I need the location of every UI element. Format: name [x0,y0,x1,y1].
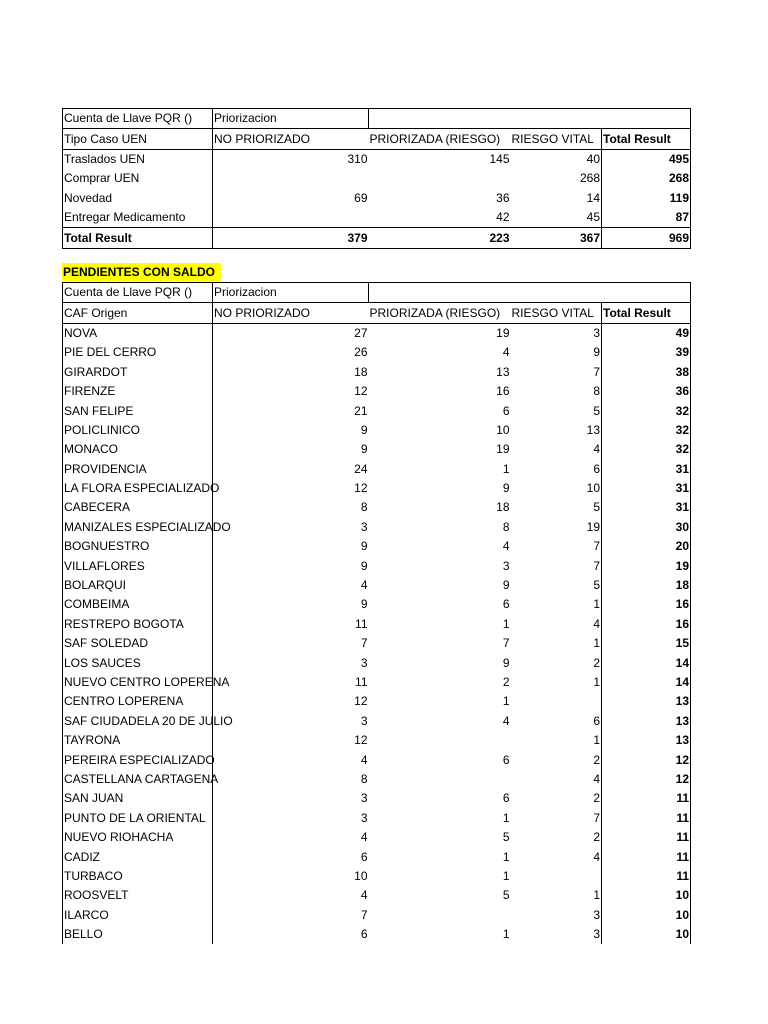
cell-total[interactable]: 32 [675,403,689,418]
cell-total[interactable]: 13 [675,733,689,748]
cell-riesgo-vital[interactable]: 7 [511,363,602,382]
cell-no-priorizado[interactable]: 4 [360,830,368,845]
cell-priorizada[interactable] [369,770,511,789]
summary-pivot-table [62,108,691,249]
cell-riesgo-vital[interactable]: 10 [511,479,602,498]
table-row [63,343,691,362]
cell-priorizada[interactable]: 10 [496,422,510,437]
pivot-header-row [63,109,691,129]
table-row [63,518,691,537]
row-field-label[interactable]: CAF Origen [63,303,213,323]
cell-no-priorizado[interactable]: 310 [347,151,368,166]
table-row [63,440,691,459]
column-field-label[interactable]: Priorizacion [213,109,369,129]
cell-riesgo-vital[interactable]: 1 [511,673,602,692]
table-row [63,886,691,905]
cell-row-label[interactable]: COMBEIMA [63,595,213,614]
table-row [63,208,691,228]
table-row [63,169,691,188]
table-row [63,828,691,847]
table-row [63,363,691,382]
table-row [63,673,691,692]
cell-total[interactable]: 13 [675,713,689,728]
cell-riesgo-vital[interactable]: 7 [511,556,602,575]
cell-row-label[interactable]: TURBACO [63,867,213,886]
cell-row-label[interactable]: POLICLINICO [63,421,213,440]
data-field-label[interactable]: Cuenta de Llave PQR () [63,283,213,303]
table-row [63,634,691,653]
cell-no-priorizado[interactable]: 9 [360,558,368,573]
cell-priorizada[interactable]: 6 [502,752,510,767]
grand-total-priorizada[interactable]: 223 [489,230,510,245]
cell-priorizada[interactable]: 9 [502,655,510,670]
cell-row-label[interactable]: Traslados UEN [63,149,213,169]
table-row [63,189,691,208]
cell-no-priorizado[interactable]: 24 [354,461,368,476]
cell-row-label[interactable]: NUEVO CENTRO LOPERENA [63,673,213,692]
cell-row-label[interactable]: MONACO [63,440,213,459]
cell-total[interactable]: 14 [675,655,689,670]
cell-no-priorizado[interactable]: 3 [360,791,368,806]
cell-riesgo-vital[interactable]: 45 [511,208,602,228]
table-row [63,537,691,556]
cell-no-priorizado[interactable]: 4 [360,752,368,767]
table-row [63,925,691,944]
cell-riesgo-vital[interactable]: 4 [511,847,602,866]
cell-no-priorizado[interactable]: 9 [360,442,368,457]
cell-riesgo-vital[interactable]: 6 [511,712,602,731]
table-row [63,712,691,731]
cell-riesgo-vital[interactable]: 7 [511,537,602,556]
cell-total[interactable]: 15 [675,636,689,651]
cell-row-label[interactable]: Novedad [63,189,213,208]
cell-no-priorizado[interactable]: 27 [354,325,368,340]
table-row [63,770,691,789]
cell-riesgo-vital[interactable]: 19 [511,518,602,537]
cell-total[interactable]: 268 [668,171,689,186]
cell-total[interactable]: 12 [675,771,689,786]
cell-riesgo-vital[interactable]: 1 [511,731,602,750]
cell-priorizada[interactable]: 7 [502,636,510,651]
table-row [63,479,691,498]
cell-row-label[interactable]: FIRENZE [63,382,213,401]
cell-row-label[interactable]: CABECERA [63,498,213,517]
cell-no-priorizado[interactable] [213,208,369,228]
cell-row-label[interactable]: SAF CIUDADELA 20 DE JULIO [63,712,213,731]
cell-priorizada[interactable]: 6 [502,597,510,612]
table-row [63,809,691,828]
cell-riesgo-vital[interactable]: 2 [511,750,602,769]
cell-row-label[interactable]: VILLAFLORES [63,556,213,575]
cell-riesgo-vital[interactable]: 13 [511,421,602,440]
grand-total-riesgo-vital[interactable]: 367 [511,228,602,248]
cell-no-priorizado[interactable]: 4 [360,888,368,903]
cell-riesgo-vital[interactable]: 2 [511,828,602,847]
cell-no-priorizado[interactable]: 7 [360,636,368,651]
cell-riesgo-vital[interactable]: 7 [511,809,602,828]
table-row [63,653,691,672]
cell-priorizada[interactable]: 13 [496,364,510,379]
cell-priorizada[interactable]: 42 [496,210,510,225]
table-row [63,789,691,808]
cell-riesgo-vital[interactable]: 3 [511,323,602,343]
col-header-no-priorizado[interactable]: NO PRIORIZADO [213,129,369,149]
cell-riesgo-vital[interactable]: 2 [511,789,602,808]
col-header-priorizada[interactable]: PRIORIZADA (RIESGO) [369,303,511,323]
cell-total[interactable]: 19 [675,558,689,573]
cell-priorizada[interactable]: 4 [502,345,510,360]
grand-total-no-priorizado[interactable]: 379 [347,230,368,245]
cell-total[interactable]: 13 [675,694,689,709]
cell-total[interactable]: 36 [675,384,689,399]
cell-no-priorizado[interactable]: 8 [360,500,368,515]
header-blank [369,109,691,129]
column-header-row [63,129,691,149]
cell-row-label[interactable]: RESTREPO BOGOTA [63,615,213,634]
cell-no-priorizado[interactable]: 18 [354,364,368,379]
cell-no-priorizado[interactable]: 3 [360,655,368,670]
cell-total[interactable]: 31 [675,481,689,496]
cell-priorizada[interactable] [369,906,511,925]
grand-total-total[interactable]: 969 [668,230,689,245]
cell-riesgo-vital[interactable] [511,867,602,886]
cell-total[interactable]: 11 [676,868,689,883]
col-header-no-priorizado[interactable]: NO PRIORIZADO [213,303,369,323]
cell-priorizada[interactable]: 1 [502,810,510,825]
cell-row-label[interactable]: PUNTO DE LA ORIENTAL [63,809,213,828]
cell-total[interactable]: 38 [675,364,689,379]
cell-total[interactable]: 119 [669,190,689,205]
cell-no-priorizado[interactable]: 69 [354,190,368,205]
cell-no-priorizado[interactable]: 12 [354,733,368,748]
cell-total[interactable]: 11 [676,810,689,825]
cell-row-label[interactable]: BOLARQUI [63,576,213,595]
cell-priorizada[interactable]: 6 [502,403,510,418]
cell-total[interactable]: 87 [675,210,689,225]
row-field-label[interactable]: Tipo Caso UEN [63,129,213,149]
caf-pivot-table [62,282,691,944]
table-row [63,149,691,169]
cell-row-label[interactable]: ILARCO [63,906,213,925]
cell-priorizada[interactable]: 6 [502,791,510,806]
table-row [63,382,691,401]
grand-total-label[interactable]: Total Result [63,228,213,248]
cell-row-label[interactable]: SAN JUAN [63,789,213,808]
cell-riesgo-vital[interactable]: 2 [511,653,602,672]
cell-priorizada[interactable]: 9 [502,578,510,593]
pivot-header-row [63,283,691,303]
cell-row-label[interactable]: Comprar UEN [63,169,213,188]
cell-priorizada[interactable]: 9 [502,481,510,496]
cell-riesgo-vital[interactable]: 4 [511,440,602,459]
cell-no-priorizado[interactable]: 9 [360,597,368,612]
cell-row-label[interactable]: PEREIRA ESPECIALIZADO [63,750,213,769]
col-header-total[interactable]: Total Result [602,129,691,149]
cell-priorizada[interactable]: 1 [502,849,510,864]
cell-riesgo-vital[interactable]: 5 [511,401,602,420]
cell-total[interactable]: 10 [675,927,689,942]
cell-row-label[interactable]: GIRARDOT [63,363,213,382]
table-row [63,847,691,866]
cell-riesgo-vital[interactable]: 3 [511,906,602,925]
cell-total[interactable]: 39 [675,345,689,360]
cell-total[interactable]: 32 [675,442,689,457]
cell-no-priorizado[interactable]: 12 [354,384,368,399]
column-header-row [63,303,691,323]
cell-total[interactable]: 11 [676,849,689,864]
cell-row-label[interactable]: NUEVO RIOHACHA [63,828,213,847]
cell-total[interactable]: 495 [668,151,689,166]
cell-total[interactable]: 12 [675,752,689,767]
cell-row-label[interactable]: BOGNUESTRO [63,537,213,556]
cell-no-priorizado[interactable]: 3 [360,519,368,534]
cell-priorizada[interactable]: 1 [502,616,510,631]
table-row [63,692,691,711]
cell-priorizada[interactable]: 1 [502,461,510,476]
cell-no-priorizado[interactable]: 12 [354,481,368,496]
cell-total[interactable]: 14 [675,675,689,689]
table-row [63,867,691,886]
cell-priorizada[interactable]: 1 [502,927,510,942]
cell-total[interactable]: 18 [675,578,689,593]
cell-row-label[interactable]: ROOSVELT [63,886,213,905]
cell-total[interactable]: 31 [675,500,689,515]
cell-riesgo-vital[interactable]: 4 [511,615,602,634]
table-row [63,906,691,925]
cell-riesgo-vital[interactable]: 1 [511,886,602,905]
cell-row-label[interactable]: SAF SOLEDAD [63,634,213,653]
cell-no-priorizado[interactable]: 3 [360,810,368,825]
cell-riesgo-vital[interactable]: 9 [511,343,602,362]
cell-priorizada[interactable]: 19 [496,442,510,457]
cell-total[interactable]: 49 [675,325,689,340]
table-row [63,615,691,634]
data-field-label[interactable]: Cuenta de Llave PQR () [63,109,213,129]
cell-riesgo-vital[interactable]: 4 [511,770,602,789]
cell-total[interactable]: 30 [675,519,689,534]
cell-no-priorizado[interactable]: 6 [360,927,368,942]
cell-priorizada[interactable]: 4 [502,539,510,554]
table-row [63,460,691,479]
cell-row-label[interactable]: TAYRONA [63,731,213,750]
cell-riesgo-vital[interactable]: 5 [511,498,602,517]
cell-priorizada[interactable]: 3 [502,558,510,573]
cell-no-priorizado[interactable]: 11 [355,675,368,689]
table-row [63,556,691,575]
cell-total[interactable]: 20 [675,539,689,554]
cell-total[interactable]: 10 [675,907,689,922]
cell-row-label[interactable]: PIE DEL CERRO [63,343,213,362]
cell-no-priorizado[interactable]: 7 [360,907,368,922]
cell-row-label[interactable]: CENTRO LOPERENA [63,692,213,711]
cell-row-label[interactable]: CADIZ [63,847,213,866]
cell-total[interactable]: 16 [675,616,689,631]
cell-row-label[interactable]: PROVIDENCIA [63,460,213,479]
table-row [63,576,691,595]
cell-priorizada[interactable]: 18 [496,500,510,515]
cell-no-priorizado[interactable]: 11 [355,616,368,631]
cell-priorizada[interactable]: 145 [489,151,510,166]
cell-priorizada[interactable] [369,731,511,750]
cell-total[interactable]: 16 [675,597,689,612]
cell-priorizada[interactable]: 4 [502,713,510,728]
cell-riesgo-vital[interactable]: 268 [511,169,602,188]
cell-no-priorizado[interactable]: 6 [360,849,368,864]
table-row [63,750,691,769]
section-banner[interactable]: PENDIENTES CON SALDO [62,263,221,281]
cell-priorizada[interactable]: 5 [502,830,510,845]
grand-total-row [63,228,691,248]
cell-no-priorizado[interactable]: 12 [354,694,368,709]
cell-priorizada[interactable]: 36 [496,190,510,205]
col-header-total[interactable]: Total Result [602,303,691,323]
cell-no-priorizado[interactable] [213,169,369,188]
cell-no-priorizado[interactable]: 9 [360,422,368,437]
cell-row-label[interactable]: Entregar Medicamento [63,208,213,228]
cell-no-priorizado[interactable]: 4 [360,578,368,593]
table-row [63,323,691,343]
cell-priorizada[interactable]: 1 [502,868,510,883]
cell-no-priorizado[interactable]: 9 [360,539,368,554]
cell-priorizada[interactable]: 1 [502,694,510,709]
cell-priorizada[interactable]: 2 [502,675,510,689]
cell-priorizada[interactable]: 8 [502,519,510,534]
cell-no-priorizado[interactable]: 8 [360,771,368,786]
cell-priorizada[interactable]: 16 [496,384,510,399]
table-row [63,421,691,440]
cell-row-label[interactable]: LA FLORA ESPECIALIZADO [63,479,213,498]
cell-priorizada[interactable]: 5 [502,888,510,903]
table-row [63,731,691,750]
cell-no-priorizado[interactable]: 21 [354,403,368,418]
cell-row-label[interactable]: MANIZALES ESPECIALIZADO [63,518,213,537]
cell-no-priorizado[interactable]: 3 [360,713,368,728]
cell-riesgo-vital[interactable]: 1 [511,634,602,653]
cell-riesgo-vital[interactable]: 3 [511,925,602,944]
col-header-priorizada[interactable]: PRIORIZADA (RIESGO) [369,129,511,149]
table-row [63,595,691,614]
table-row [63,401,691,420]
cell-riesgo-vital[interactable]: 14 [511,189,602,208]
header-blank [369,283,691,303]
cell-total[interactable]: 10 [675,888,689,903]
cell-riesgo-vital[interactable]: 1 [511,595,602,614]
cell-riesgo-vital[interactable]: 6 [511,460,602,479]
column-field-label[interactable]: Priorizacion [213,283,369,303]
cell-total[interactable]: 31 [675,461,689,476]
cell-no-priorizado[interactable]: 26 [354,345,368,360]
col-header-riesgo-vital[interactable]: RIESGO VITAL [511,129,602,149]
cell-row-label[interactable]: LOS SAUCES [63,653,213,672]
cell-riesgo-vital[interactable]: 8 [511,382,602,401]
table-row [63,498,691,517]
cell-row-label[interactable]: BELLO [63,925,213,944]
cell-total[interactable]: 32 [675,422,689,437]
cell-priorizada[interactable] [369,169,511,188]
cell-riesgo-vital[interactable] [511,692,602,711]
cell-priorizada[interactable]: 19 [496,325,510,340]
cell-riesgo-vital[interactable]: 5 [511,576,602,595]
cell-row-label[interactable]: CASTELLANA CARTAGENA [63,770,213,789]
cell-total[interactable]: 11 [676,830,689,845]
cell-no-priorizado[interactable]: 10 [354,868,368,883]
cell-total[interactable]: 11 [676,791,689,806]
cell-riesgo-vital[interactable]: 40 [511,149,602,169]
col-header-riesgo-vital[interactable]: RIESGO VITAL [511,303,602,323]
cell-row-label[interactable]: SAN FELIPE [63,401,213,420]
cell-row-label[interactable]: NOVA [63,323,213,343]
